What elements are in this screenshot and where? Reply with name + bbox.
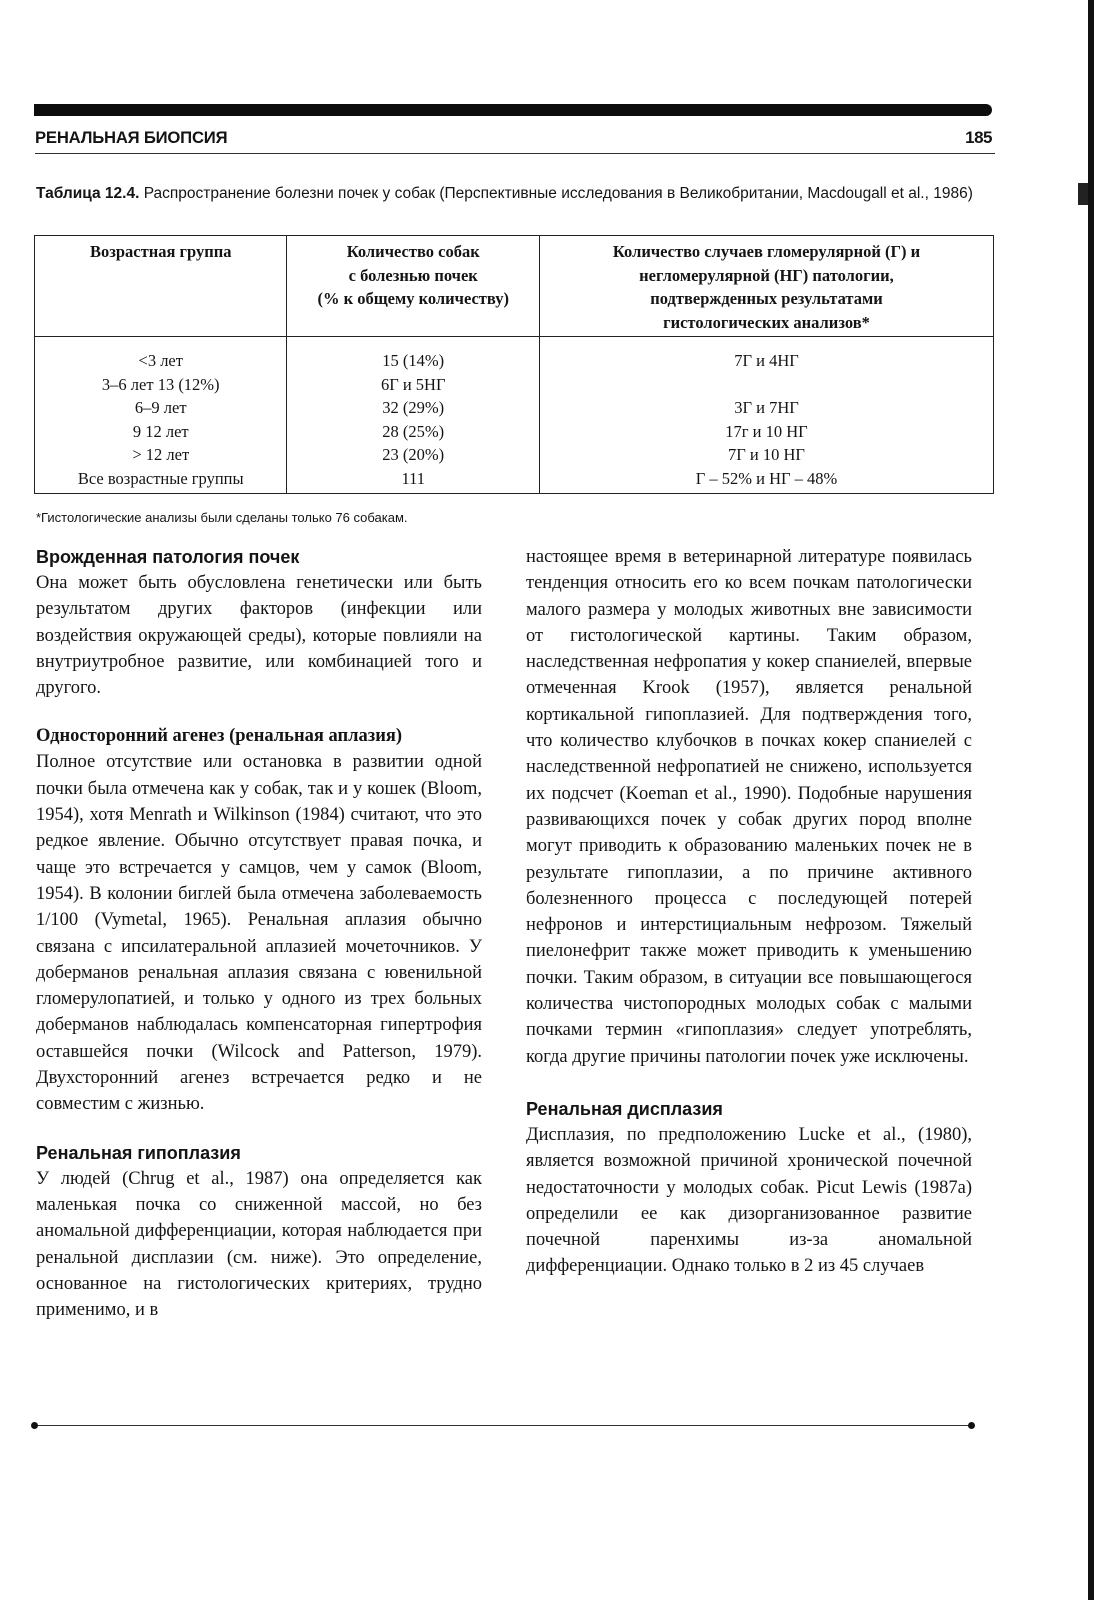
table-cell-line: 15 (14%): [382, 351, 445, 370]
header-dog-count: [287, 236, 540, 337]
table-cell-line: Г – 52% и НГ – 48%: [695, 468, 838, 488]
header-line: Количество собак: [346, 242, 480, 261]
table-cell-line: 7Г и 4НГ: [734, 351, 799, 370]
section-heading-congenital: Врожденная патология почек: [36, 547, 300, 567]
table-cell-line: Все возрастные группы: [77, 468, 244, 488]
page-edge-mark: [1078, 183, 1088, 205]
table-caption-text: Распространение болезни почек у собак (Перспективные исследования в Великобритании, Macdougall et al., 1986): [139, 185, 973, 202]
table-header-row: [35, 236, 994, 337]
table-cell-line: 3Г и 7НГ: [734, 398, 799, 418]
table-cell-line: 6Г и 5НГ: [380, 374, 446, 394]
paragraph: Полное отсутствие или остановка в развитии одной почки была отмечена как у собак, так и у кошек (Bloom, 1954), хотя Menrath и Wilkinson (1984) считают, что это редкое явление. Обычно отсутствует правая почка, и чаще это встречается у самцов, чем у самок (Bloom, 1954). В колонии биглей была отмечена заболеваемость 1/100 (Vymetal, 1965). Ренальная аплазия обычно связана с ипсилатеральной аплазией мочеточников. У доберманов ренальная аплазия связана с ювенильной гломерулопатией, и только у одного из трех больных доберманов наблюдалась компенсаторная гипертрофия оставшейся почки (Wilcock and Patterson, 1979). Двухсторонний агенез встречается редко и не совместим с жизнью.: [36, 752, 482, 1115]
table-cell-line: 111: [401, 468, 425, 488]
page-number: 185: [965, 128, 992, 147]
footer-dot-right: [968, 1422, 975, 1429]
header-line: Возрастная группа: [89, 242, 232, 261]
footer-dot-left: [31, 1422, 38, 1429]
section-heading-dysplasia: Ренальная дисплазия: [526, 1098, 723, 1119]
table-cell-line: 23 (20%): [382, 445, 445, 465]
table-caption-label: Таблица 12.4.: [36, 185, 140, 202]
header-line: гистологических анализов*: [663, 312, 870, 332]
table-cell-line: 28 (25%): [382, 421, 445, 441]
table-cell-line: 9 12 лет: [132, 421, 189, 441]
table-footnote: *Гистологические анализы были сделаны только 76 собакам.: [36, 510, 408, 525]
section-heading-hypoplasia: Ренальная гипоплазия: [36, 1142, 241, 1163]
spacer: [36, 1118, 482, 1140]
disease-table: [34, 235, 994, 494]
left-column: [36, 544, 482, 1323]
right-column: [526, 544, 972, 1280]
table-caption: [36, 183, 996, 204]
table-cell-line: 7Г и 10 НГ: [728, 445, 805, 465]
running-header-title: РЕНАЛЬНАЯ БИОПСИЯ: [35, 128, 228, 147]
paragraph: настоящее время в ветеринарной литературе появилась тенденция относить его ко всем почкам патологически малого размера у молодых животных вне зависимости от гистологической картины. Таким образом, наследственная нефропатия у кокер спаниелей, впервые отмеченная Krook (1957), является ренальной кортикальной гипоплазией. Для подтверждения того, что количество клубочков в почках кокер спаниелей с наследственной нефропатией не снижено, используется их подсчет (Koeman et al., 1990). Подобные нарушения развивающихся почек у собак других пород вполне могут приводить к образованию маленьких почек не в результате гипоплазии, а по причине активного болезненного процесса с последующей потерей нефронов и интерстициальным нефрозом. Тяжелый пиелонефрит также может приводить к уменьшению почки. Таким образом, в ситуации все повышающегося количества чистопородных молодых собак с малыми почками термин «гипоплазия» следует употреблять, когда другие причины патологии почек уже исключены.: [526, 547, 972, 1067]
paragraph: У людей (Chrug et al., 1987) она определяется как маленькая почка со сниженной массой, но без аномальной дифференциации, которая наблюдается при ренальной дисплазии (см. ниже). Это определение, основанное на гистологических критериях, трудно применимо, и в: [36, 1168, 482, 1321]
spacer: [526, 1070, 972, 1096]
table-cell-line: > 12 лет: [132, 445, 190, 465]
table-cell-line: 3–6 лет 13 (12%): [101, 374, 220, 394]
table-cell-line: 32 (29%): [382, 398, 445, 418]
table-cell-line: 17г и 10 НГ: [725, 421, 808, 441]
header-line: (% к общему количеству): [317, 289, 510, 309]
table-cell-line: 6–9 лет: [134, 398, 187, 418]
footer-rule: [34, 1425, 972, 1426]
spacer: [36, 701, 482, 723]
header-rule: [35, 153, 995, 154]
table-cell-cases: [539, 337, 993, 494]
header-line: негломерулярной (НГ) патологии,: [639, 265, 894, 285]
header-age-group: [35, 236, 287, 337]
header-bar: [34, 104, 992, 116]
paragraph: Она может быть обусловлена генетически или быть результатом других факторов (инфекции или воздействия окружающей среды), которые повлияли на внутриутробное развитие, или комбинацией того и другого.: [36, 573, 482, 699]
header-line: с болезнью почек: [348, 265, 478, 285]
header-case-count: [539, 236, 993, 337]
table-cell-count: [287, 337, 540, 494]
table-cell-line: [540, 373, 993, 397]
header-line: Количество случаев гломерулярной (Г) и: [612, 242, 921, 261]
page-edge-shadow: [1088, 0, 1094, 1600]
header-line: подтвержденных результатами: [650, 289, 883, 309]
table-cell-age: [35, 337, 287, 494]
paragraph: Дисплазия, по предположению Lucke et al., (1980), является возможной причиной хронической почечной недостаточности у молодых собак. Picut Lewis (1987a) определили ее как дизорганизованное развитие почечной паренхимы из-за аномальной дифференциации. Однако только в 2 из 45 случаев: [526, 1124, 972, 1277]
table-cell-line: <3 лет: [138, 351, 183, 370]
table-body-row: [35, 337, 994, 494]
subsection-heading-agenesis: Односторонний агенез (ренальная аплазия): [36, 726, 403, 747]
